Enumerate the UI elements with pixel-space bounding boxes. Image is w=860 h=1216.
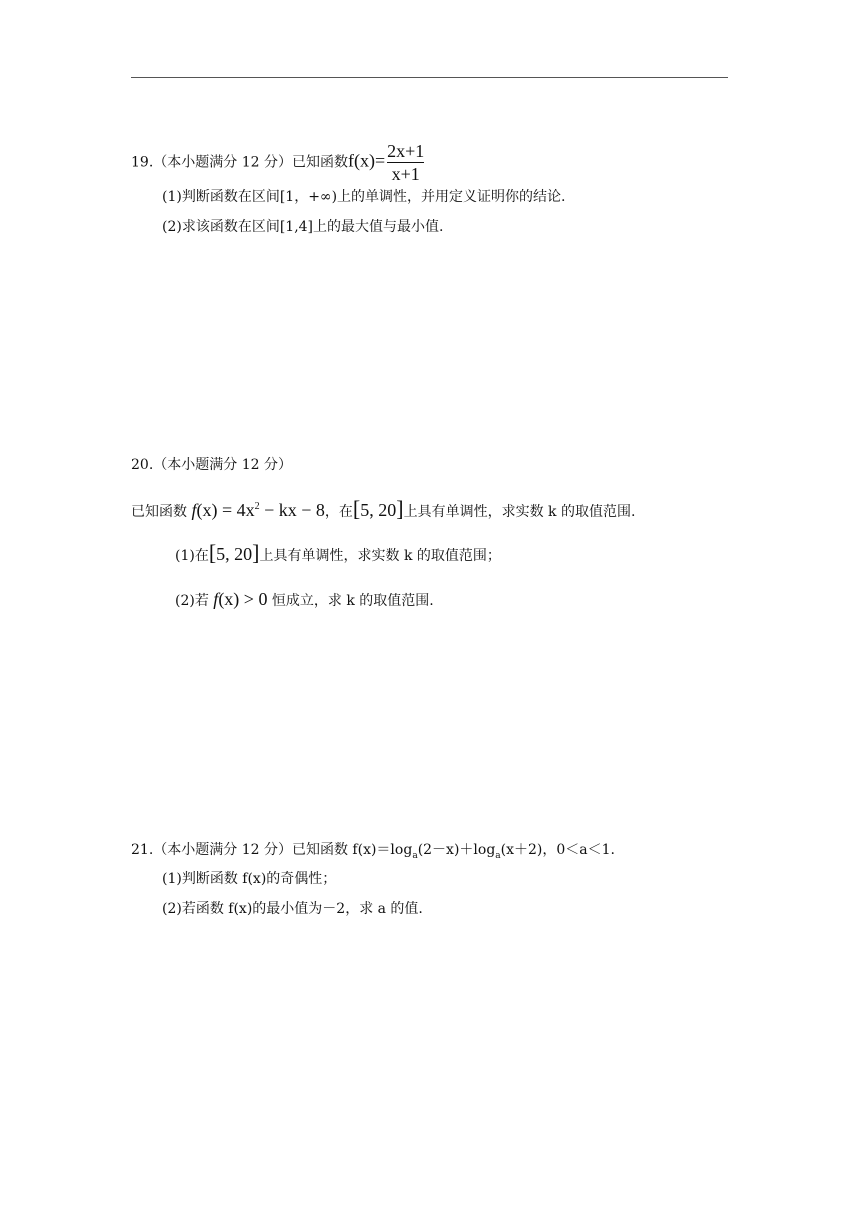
header-rule bbox=[131, 77, 728, 78]
q21-header bbox=[131, 840, 615, 866]
q20-stem-suffix: 上具有单调性，求实数 k 的取值范围. bbox=[403, 504, 636, 520]
q21-part1: (1)判断函数 f(x)的奇偶性； bbox=[162, 871, 337, 887]
q20-part1-prefix: (1)在 bbox=[175, 548, 209, 564]
q20-part1-interval: 5, 20 bbox=[216, 544, 253, 564]
q19-function-lhs: f(x)= bbox=[347, 150, 386, 171]
q20-part1-bracket-left: [ bbox=[208, 540, 217, 565]
q19-fraction-numerator: 2x+1 bbox=[387, 141, 425, 161]
q20-function-body: (x) = 4x bbox=[196, 500, 255, 520]
q20-function bbox=[191, 500, 324, 520]
q20-part1 bbox=[175, 540, 501, 569]
q20-part1-suffix: 上具有单调性，求实数 k 的取值范围； bbox=[259, 548, 501, 564]
q20-part2-function-name: f bbox=[213, 589, 219, 609]
q21-log-base-2: a bbox=[495, 850, 501, 861]
q20-part2-suffix: 恒成立，求 k 的取值范围. bbox=[271, 593, 434, 609]
q20-part2-inequality: (x) > 0 bbox=[218, 589, 268, 609]
q20-function-tail: − kx − 8 bbox=[259, 500, 325, 520]
q20-function-exponent: 2 bbox=[254, 501, 260, 512]
q20-stem-interval: 5, 20 bbox=[360, 500, 397, 520]
q20-stem-prefix: 已知函数 bbox=[131, 504, 187, 520]
q20-stem-bracket-left: [ bbox=[352, 496, 361, 521]
q19-header bbox=[131, 140, 424, 185]
q21-part2: (2)若函数 f(x)的最小值为－2，求 a 的值. bbox=[162, 901, 423, 917]
q20-stem-bracket-right: ] bbox=[396, 496, 404, 521]
q21-log-base-1: a bbox=[412, 850, 418, 861]
q20-header: 20.（本小题满分 12 分） bbox=[131, 457, 292, 473]
q19-fraction-denominator: x+1 bbox=[391, 164, 420, 184]
q20-part2-prefix: (2)若 bbox=[175, 593, 209, 609]
q21-header-suffix: (x＋2)，0＜a＜1. bbox=[500, 842, 616, 858]
q19-part1: (1)判断函数在区间[1，+∞)上的单调性，并用定义证明你的结论. bbox=[162, 189, 566, 205]
q20-stem-mid: ，在 bbox=[324, 504, 353, 520]
q19-part2: (2)求该函数在区间[1,4]上的最大值与最小值. bbox=[162, 219, 444, 235]
q19-header-text: 19.（本小题满分 12 分）已知函数 bbox=[131, 154, 348, 171]
q21-header-mid: (2－x)＋log bbox=[417, 842, 496, 858]
q21-header-prefix: 21.（本小题满分 12 分）已知函数 f(x)＝log bbox=[131, 842, 413, 858]
q20-stem bbox=[131, 494, 635, 525]
q19-fraction bbox=[387, 140, 424, 185]
q20-part2 bbox=[175, 586, 434, 614]
q20-function-name: f bbox=[191, 500, 197, 520]
q20-part1-bracket-right: ] bbox=[252, 540, 260, 565]
